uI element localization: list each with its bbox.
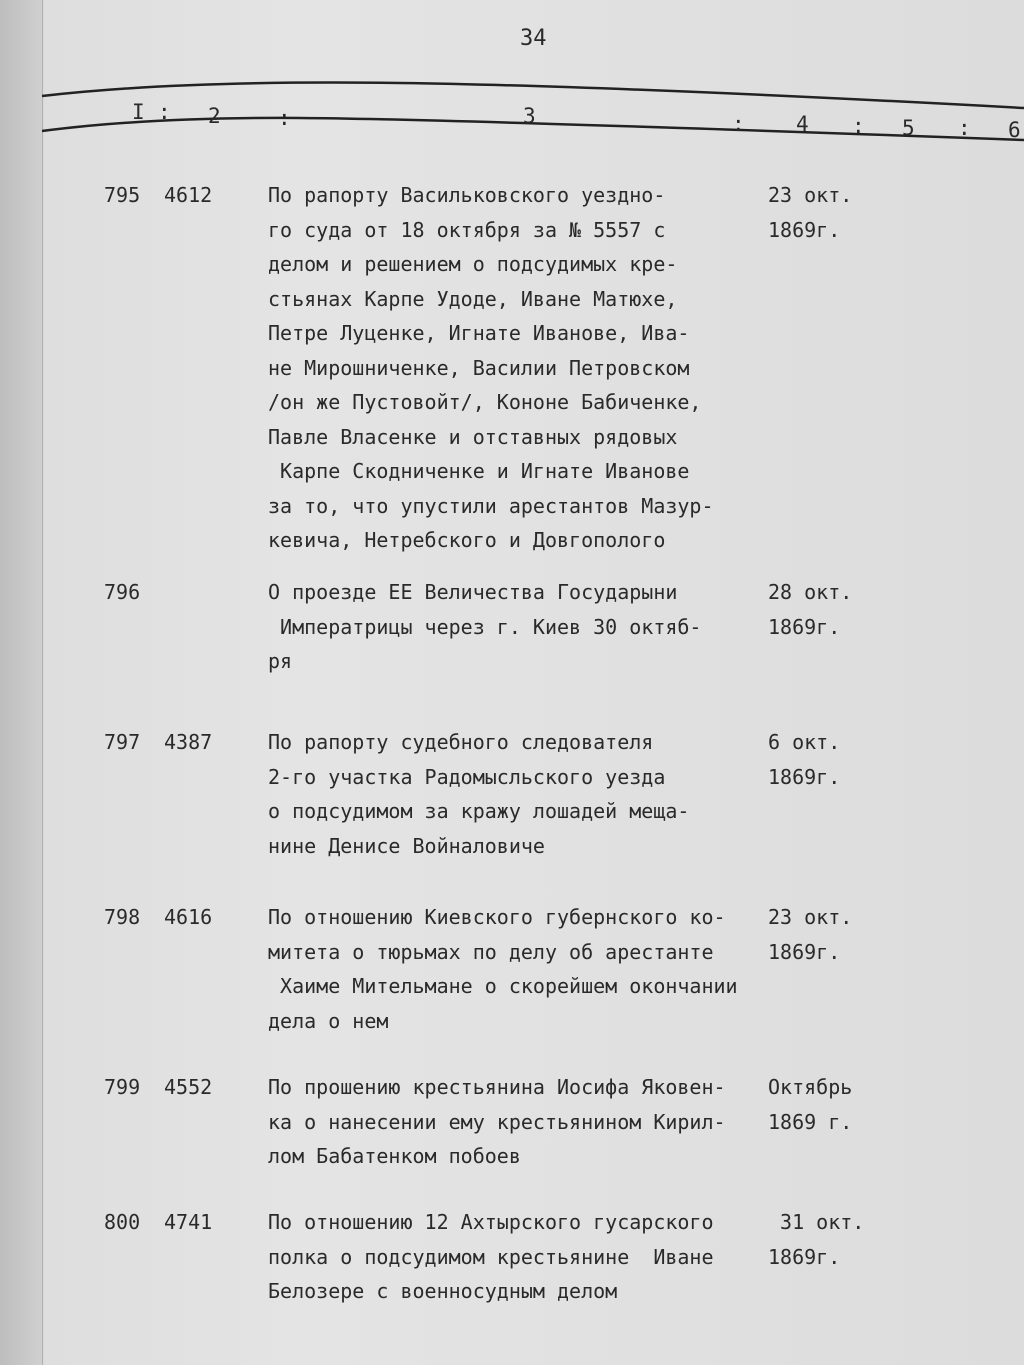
entry-file-code: 4616 (164, 905, 213, 929)
entry-date-line: 1869г. (768, 614, 841, 639)
entry-text-line: не Мирошниченке, Василии Петровском (268, 355, 690, 380)
column-header-3: 3 (523, 104, 536, 128)
entry-date (768, 575, 852, 644)
entry-number: 796 (104, 580, 141, 604)
entry-text-line: нине Денисе Войналовиче (268, 833, 545, 858)
entry-date (768, 178, 852, 247)
entry-date (768, 900, 852, 969)
entry-text-line: О проезде ЕЕ Величества Государыни (268, 580, 678, 604)
column-header-5: 5 (902, 116, 915, 140)
entry-text-line: Петре Луценке, Игнате Иванове, Ива- (268, 321, 690, 345)
entry-text-line: По прошению крестьянина Иосифа Яковен- (268, 1075, 726, 1099)
entry-date-line: 23 окт. (768, 183, 853, 207)
entry-description (268, 178, 714, 558)
entry-date-line: 1869г. (768, 217, 841, 242)
page-binding-edge (0, 0, 43, 1365)
entry-number: 795 (104, 183, 141, 207)
entry-text-line: /он же Пустовойт/, Кононе Бабиченке, (268, 390, 702, 414)
entry-text-line: Императрицы через г. Киев 30 октяб- (268, 614, 702, 639)
entry-description (268, 1205, 714, 1309)
entry-text-line: го суда от 18 октября за № 5557 с (268, 217, 666, 242)
column-separator: : (278, 106, 291, 130)
column-separator: : (732, 112, 745, 136)
entry-text-line: Белозере с военносудным делом (268, 1279, 618, 1303)
entry-file-code: 4741 (164, 1210, 213, 1234)
entry-date (768, 725, 840, 794)
entry-text-line: митета о тюрьмах по делу об арестанте (268, 939, 714, 964)
entry-date-line: 1869 г. (768, 1109, 853, 1134)
entry-date-line: 31 окт. (768, 1210, 865, 1234)
entry-text-line: Павле Власенке и отставных рядовых (268, 424, 678, 449)
entry-text-line: По рапорту Васильковского уездно- (268, 183, 666, 207)
column-separator: : (958, 116, 971, 140)
entry-text-line: за то, что упустили арестантов Мазур- (268, 493, 714, 518)
entry-text-line: ря (268, 649, 293, 673)
entry-date (768, 1205, 864, 1274)
entry-text-line: ка о нанесении ему крестьянином Кирил- (268, 1109, 726, 1134)
entry-text-line: По отношению Киевского губернского ко- (268, 905, 726, 929)
entry-date-line: 28 окт. (768, 580, 853, 604)
entry-description (268, 900, 738, 1038)
entry-description (268, 725, 689, 863)
entry-text-line: Хаиме Мительмане о скорейшем окончании (268, 974, 738, 998)
entry-description (268, 1070, 726, 1174)
entry-text-line: делом и решением о подсудимых кре- (268, 252, 678, 276)
entry-number: 798 (104, 905, 141, 929)
page-number: 34 (520, 26, 547, 51)
entry-number: 800 (104, 1210, 141, 1234)
column-separator: : (852, 114, 865, 138)
entry-file-code: 4552 (164, 1075, 213, 1099)
column-header-2: 2 (208, 104, 221, 128)
entry-text-line: По рапорту судебного следователя (268, 730, 654, 754)
entry-text-line: По отношению 12 Ахтырского гусарского (268, 1210, 714, 1234)
entry-number: 799 (104, 1075, 141, 1099)
entry-file-code: 4612 (164, 183, 213, 207)
entry-text-line: полка о подсудимом крестьянине Иване (268, 1244, 714, 1269)
entry-date-line: 1869г. (768, 939, 841, 964)
entry-date-line: Октябрь (768, 1075, 853, 1099)
entry-number: 797 (104, 730, 141, 754)
entry-text-line: лом Бабатенком побоев (268, 1144, 521, 1168)
entry-text-line: кевича, Нетребского и Довгополого (268, 528, 666, 552)
entry-date-line: 23 окт. (768, 905, 853, 929)
header-rules (0, 0, 1024, 160)
entry-description (268, 575, 701, 679)
column-header-1: I (132, 100, 145, 124)
entry-file-code: 4387 (164, 730, 213, 754)
entry-date-line: 1869г. (768, 1244, 841, 1269)
entry-text-line: о подсудимом за кражу лошадей меща- (268, 799, 690, 823)
column-header-6: 6 (1008, 118, 1021, 142)
entry-date-line: 1869г. (768, 764, 841, 789)
column-header-4: 4 (796, 112, 809, 136)
entry-date-line: 6 окт. (768, 730, 841, 754)
entry-text-line: дела о нем (268, 1008, 389, 1033)
entry-date (768, 1070, 852, 1139)
entry-text-line: стьянах Карпе Удоде, Иване Матюхе, (268, 286, 678, 311)
column-separator: : (158, 100, 171, 124)
entry-text-line: 2-го участка Радомысльского уезда (268, 764, 666, 789)
entry-text-line: Карпе Скодниченке и Игнате Иванове (268, 459, 690, 483)
